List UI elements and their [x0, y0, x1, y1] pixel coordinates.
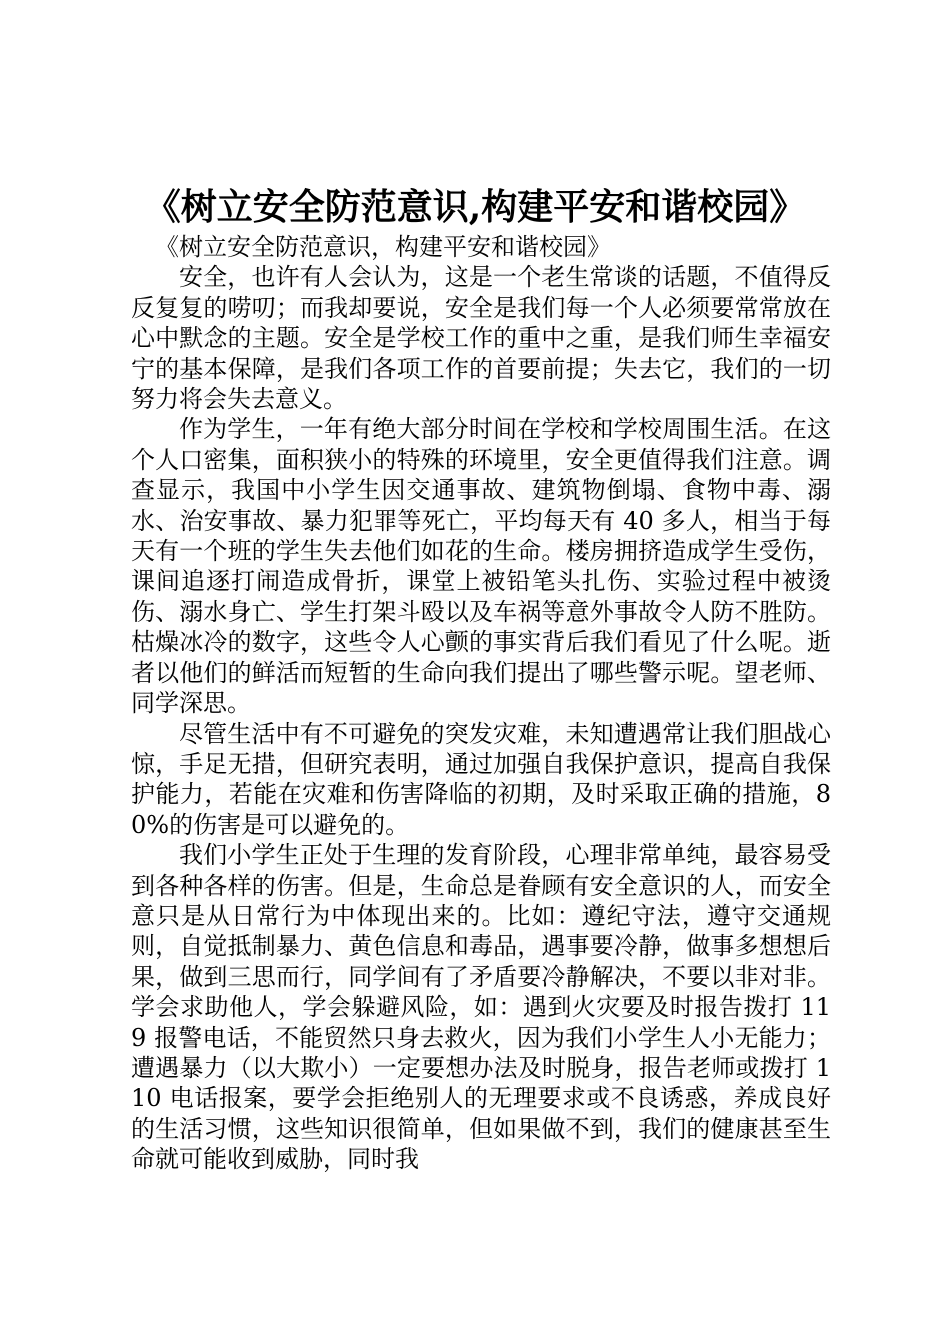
paragraph-4: 我们小学生正处于生理的发育阶段，心理非常单纯，最容易受到各种各样的伤害。但是，生命总是眷顾有安全意识的人，而安全意只是从日常行为中体现出来的。比如：遵纪守法，遵守交通规则，自觉抵制暴力、黄色信息和毒品，遇事要冷静，做事多想想后果，做到三思而行，同学间有了矛盾要冷静解决，不要以非对非。学会求助他人，学会躲避风险，如：遇到火灾要及时报告拨打 119 报警电话，不能贸然只身去救火，因为我们小学生人小无能力；遭遇暴力（以大欺小）一定要想办法及时脱身，报告老师或拨打 110 电话报案，要学会拒绝别人的无理要求或不良诱惑，养成良好的生活习惯，这些知识很简单，但如果做不到，我们的健康甚至生命就可能收到威胁，同时我	[131, 841, 831, 1174]
document-title: 《树立安全防范意识,构建平安和谐校园》	[144, 186, 806, 228]
document-body	[131, 232, 831, 1175]
paragraph-2: 作为学生，一年有绝大部分时间在学校和学校周围生活。在这个人口密集，面积狭小的特殊的环境里，安全更值得我们注意。调查显示，我国中小学生因交通事故、建筑物倒塌、食物中毒、溺水、治安事故、暴力犯罪等死亡，平均每天有 40 多人，相当于每天有一个班的学生失去他们如花的生命。楼房拥挤造成学生受伤，课间追逐打闹造成骨折，课堂上被铅笔头扎伤、实验过程中被烫伤、溺水身亡、学生打架斗殴以及车祸等意外事故令人防不胜防。枯燥冰冷的数字，这些令人心颤的事实背后我们看见了什么呢。逝者以他们的鲜活而短暂的生命向我们提出了哪些警示呢。望老师、同学深思。	[131, 415, 831, 718]
paragraph-1: 安全，也许有人会认为，这是一个老生常谈的话题，不值得反反复复的唠叨；而我却要说，安全是我们每一个人必须要常常放在心中默念的主题。安全是学校工作的重中之重，是我们师生幸福安宁的基本保障，是我们各项工作的首要前提；失去它，我们的一切努力将会失去意义。	[131, 263, 831, 414]
paragraph-3: 尽管生活中有不可避免的突发灾难，未知遭遇常让我们胆战心惊，手足无措，但研究表明，通过加强自我保护意识，提高自我保护能力，若能在灾难和伤害降临的初期，及时采取正确的措施，80%的伤害是可以避免的。	[131, 719, 831, 839]
document-subtitle: 《树立安全防范意识，构建平安和谐校园》	[155, 233, 611, 261]
